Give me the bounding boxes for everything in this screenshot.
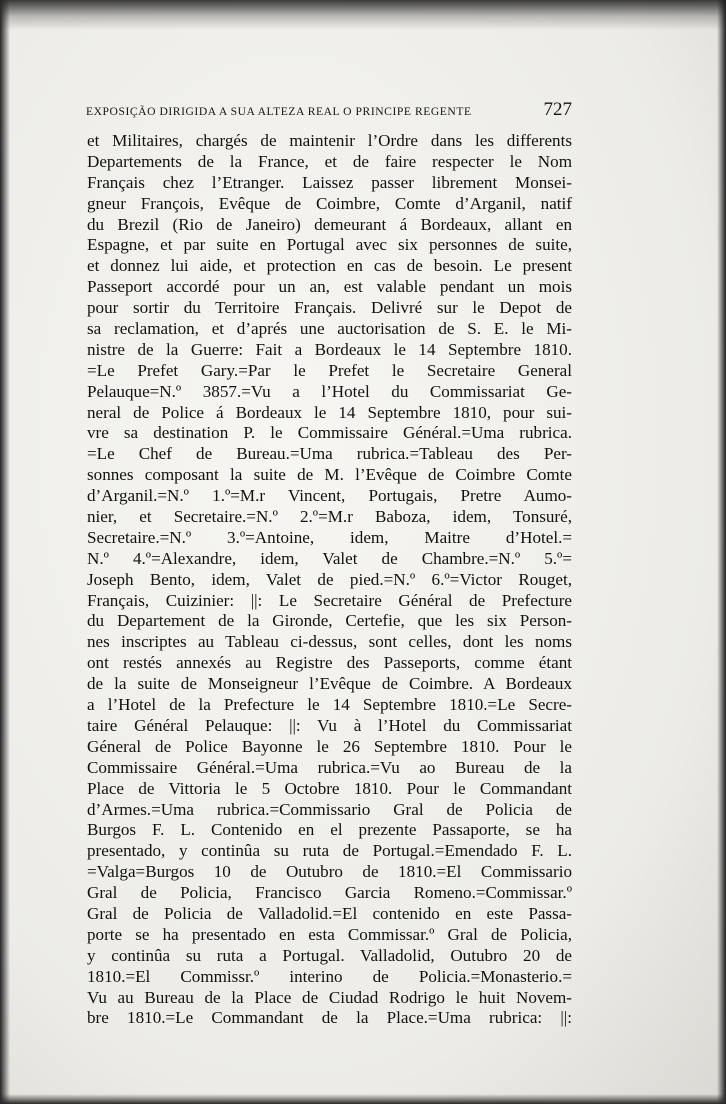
text-line: vre sa destination P. le Commissaire Général.=Uma rubrica.	[87, 423, 572, 443]
text-line: 1810.=El Commissr.º interino de Policia.=Monasterio.=	[87, 966, 572, 986]
text-line: =Le Chef de Bureau.=Uma rubrica.=Tableau des Per-	[87, 444, 572, 464]
body-text	[87, 131, 572, 1029]
text-line: Vu au Bureau de la Place de Ciudad Rodrigo le huit Novem-	[87, 987, 572, 1007]
text-line: Gral de Policia de Valladolid.=El contenido en este Passa-	[87, 903, 572, 923]
text-line: porte se ha presentado en esta Commissar.º Gral de Policia,	[87, 924, 572, 944]
scan-shadow-bottom	[0, 1094, 726, 1104]
text-line: ont restés annexés au Registre des Passeports, comme étant	[87, 653, 572, 673]
running-head: EXPOSIÇÃO DIRIGIDA A SUA ALTEZA REAL O PRINCIPE REGENTE	[86, 105, 472, 118]
text-line: pour sortir du Territoire Français. Delivré sur le Depot de	[87, 298, 572, 318]
text-line: Burgos F. L. Contenido en el prezente Passaporte, se ha	[87, 820, 572, 840]
text-line: a l’Hotel de la Prefecture le 14 Septembre 1810.=Le Secre-	[87, 695, 572, 715]
text-line: presentado, y continûa su ruta de Portugal.=Emendado F. L.	[87, 841, 572, 861]
text-line: Espagne, et par suite en Portugal avec six personnes de suite,	[87, 235, 572, 255]
text-line: =Le Prefet Gary.=Par le Prefet le Secretaire General	[87, 360, 572, 380]
text-line: nistre de la Guerre: Fait a Bordeaux le 14 Septembre 1810.	[87, 339, 572, 359]
text-line: Français chez l’Etranger. Laissez passer librement Monsei-	[87, 172, 572, 192]
text-line: y continûa su ruta a Portugal. Valladolid, Outubro 20 de	[87, 945, 572, 965]
text-line: de la suite de Monseigneur l’Evêque de Coimbre. A Bordeaux	[87, 674, 572, 694]
text-line: Géneral de Police Bayonne le 26 Septembre 1810. Pour le	[87, 736, 572, 756]
page-number: 727	[543, 99, 572, 120]
text-line: du Departement de la Gironde, Certefie, que les six Person-	[87, 611, 572, 631]
text-line: d’Armes.=Uma rubrica.=Commissario Gral de Policia de	[87, 799, 572, 819]
text-line: N.º 4.º=Alexandre, idem, Valet de Chambre.=N.º 5.º=	[87, 548, 572, 568]
text-line: neral de Police á Bordeaux le 14 Septembre 1810, pour sui-	[87, 402, 572, 422]
text-line: =Valga=Burgos 10 de Outubro de 1810.=El Commissario	[87, 862, 572, 882]
scan-shadow-right	[717, 0, 726, 1104]
text-line: et donnez lui aide, et protection en cas de besoin. Le present	[87, 256, 572, 276]
text-line: Joseph Bento, idem, Valet de pied.=N.º 6.º=Victor Rouget,	[87, 569, 572, 589]
scan-shadow-top	[0, 0, 726, 30]
text-line: Secretaire.=N.º 3.º=Antoine, idem, Maitre d’Hotel.=	[87, 527, 572, 547]
text-line: Passeport accordé pour un an, est valable pendant un mois	[87, 277, 572, 297]
text-line: nes inscriptes au Tableau ci-dessus, sont celles, dont les noms	[87, 632, 572, 652]
text-line: sonnes composant la suite de M. l’Evêque de Coimbre Comte	[87, 465, 572, 485]
text-line: et Militaires, chargés de maintenir l’Ordre dans les differents	[87, 131, 572, 150]
scan-shadow-left	[0, 0, 10, 1104]
text-line: taire Général Pelauque: ||: Vu à l’Hotel du Commissariat	[87, 715, 572, 735]
text-line: d’Arganil.=N.º 1.º=M.r Vincent, Portugais, Pretre Aumo-	[87, 486, 572, 506]
page-header	[86, 99, 572, 123]
text-line: Commissaire Général.=Uma rubrica.=Vu ao Bureau de la	[87, 757, 572, 777]
text-line: du Brezil (Rio de Janeiro) demeurant á Bordeaux, allant en	[87, 214, 572, 234]
text-line: sa reclamation, et d’aprés une auctorisation de S. E. le Mi-	[87, 319, 572, 339]
text-line: nier, et Secretaire.=N.º 2.º=M.r Baboza, idem, Tonsuré,	[87, 507, 572, 527]
text-line: bre 1810.=Le Commandant de la Place.=Uma rubrica: ||:	[87, 1008, 572, 1028]
text-line: gneur François, Evêque de Coimbre, Comte d’Arganil, natif	[87, 193, 572, 213]
text-line: Departements de la France, et de faire respecter le Nom	[87, 151, 572, 171]
text-line: Français, Cuizinier: ||: Le Secretaire Général de Prefecture	[87, 590, 572, 610]
text-line: Place de Vittoria le 5 Octobre 1810. Pour le Commandant	[87, 778, 572, 798]
text-line: Pelauque=N.º 3857.=Vu a l’Hotel du Commissariat Ge-	[87, 381, 572, 401]
text-line: Gral de Policia, Francisco Garcia Romeno.=Commissar.º	[87, 883, 572, 903]
